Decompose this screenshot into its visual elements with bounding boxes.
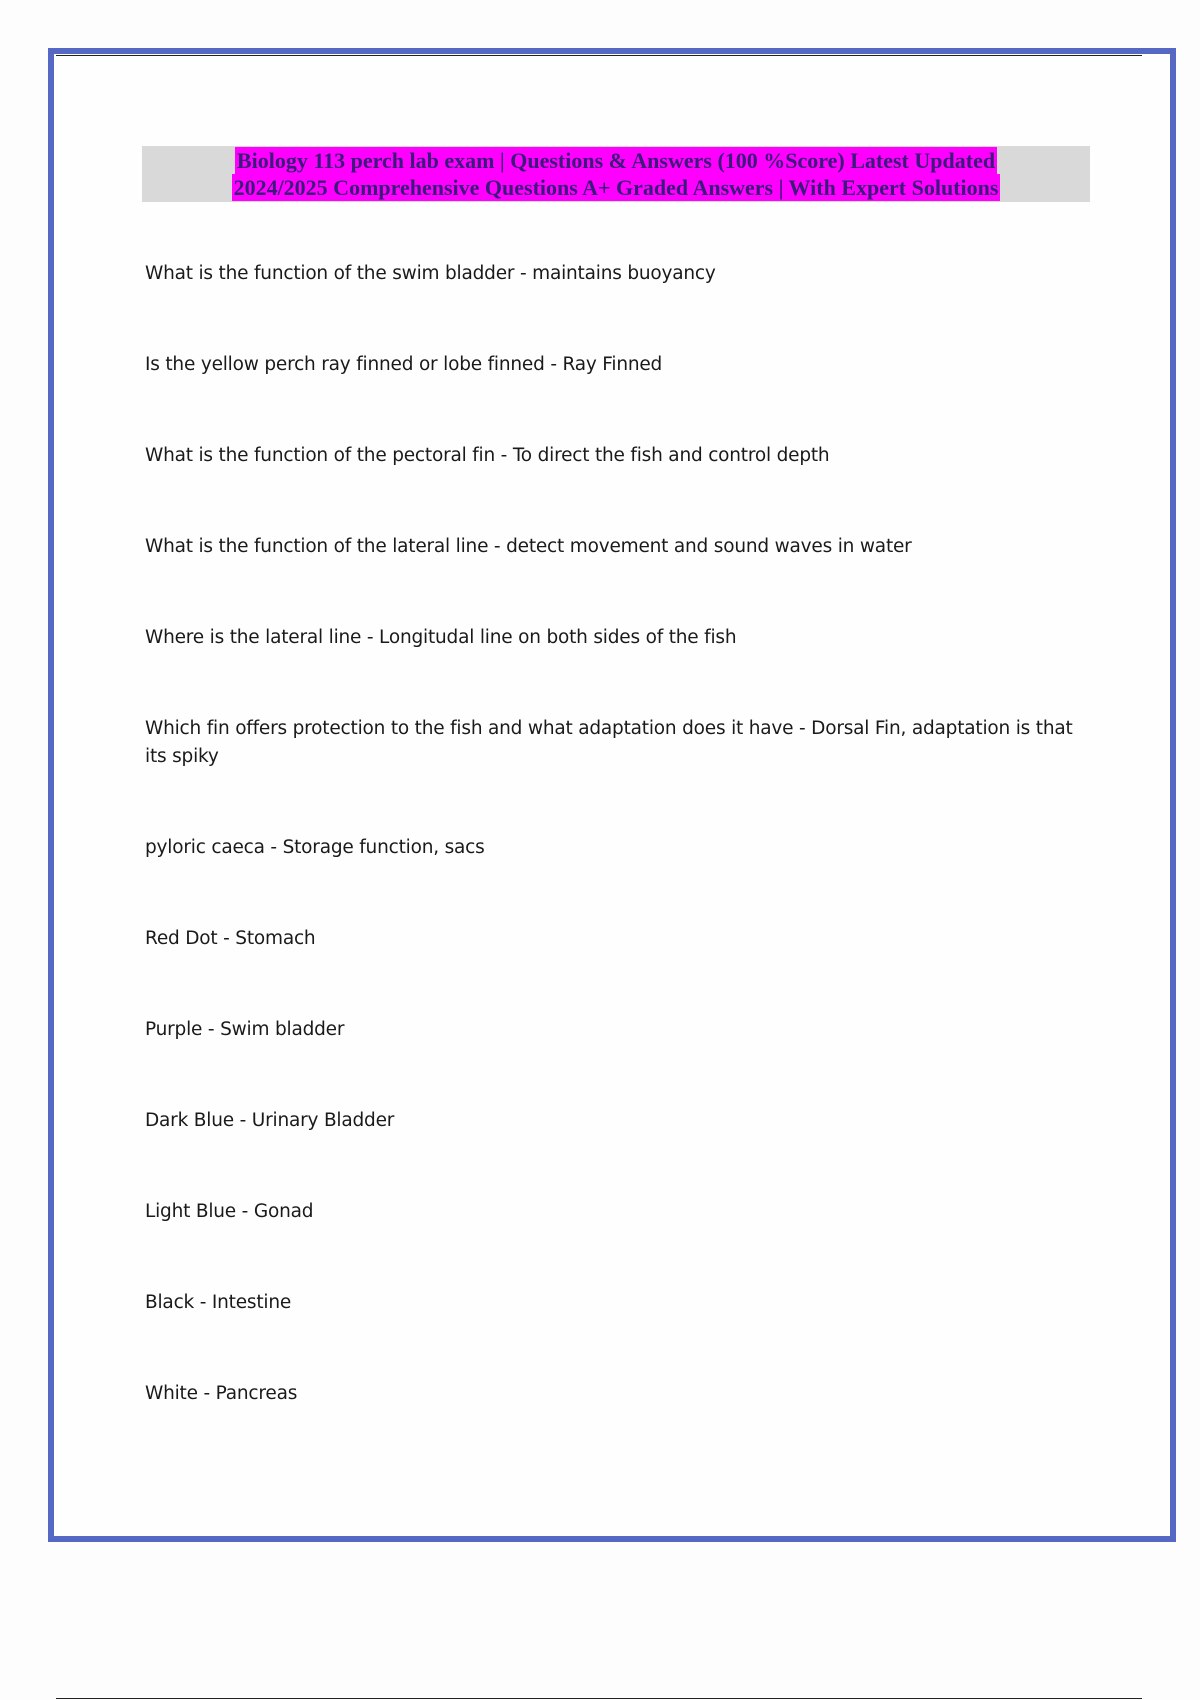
- qa-item: What is the function of the lateral line - detect movement and sound waves in water: [145, 536, 912, 557]
- top-rule: [56, 55, 1142, 56]
- qa-item: What is the function of the swim bladder - maintains buoyancy: [145, 263, 716, 284]
- qa-item: What is the function of the pectoral fin - To direct the fish and control depth: [145, 445, 830, 466]
- qa-item: Light Blue - Gonad: [145, 1201, 314, 1222]
- qa-item: Where is the lateral line - Longitudal line on both sides of the fish: [145, 627, 737, 648]
- qa-item: pyloric caeca - Storage function, sacs: [145, 837, 485, 858]
- title-line-1: Biology 113 perch lab exam | Questions & Answers (100 %Score) Latest Updated: [236, 148, 996, 173]
- qa-list: [145, 260, 1075, 1471]
- title-line-2: 2024/2025 Comprehensive Questions A+ Graded Answers | With Expert Solutions: [233, 175, 999, 200]
- qa-item: White - Pancreas: [145, 1383, 298, 1404]
- qa-item: Purple - Swim bladder: [145, 1019, 345, 1040]
- qa-item: Red Dot - Stomach: [145, 928, 316, 949]
- bottom-rule: [56, 1698, 1142, 1699]
- qa-item: Dark Blue - Urinary Bladder: [145, 1110, 395, 1131]
- qa-item: Is the yellow perch ray finned or lobe finned - Ray Finned: [145, 354, 663, 375]
- document-title: [142, 146, 1090, 202]
- qa-item: Which fin offers protection to the fish and what adaptation does it have - Dorsal Fin, adaptation is that its spiky: [145, 718, 1073, 767]
- qa-item: Black - Intestine: [145, 1292, 292, 1313]
